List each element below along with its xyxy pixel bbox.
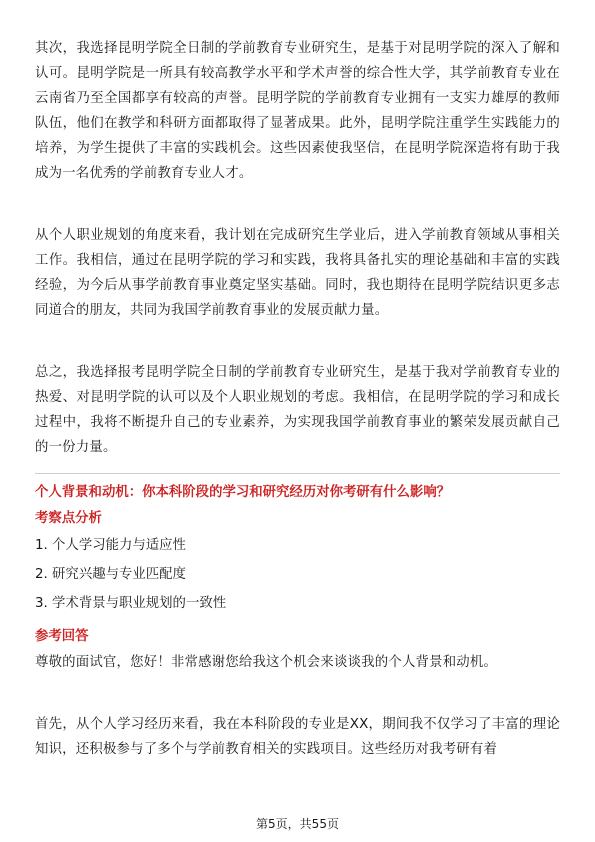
list-item: 2. 研究兴趣与专业匹配度 [35,567,186,582]
body-paragraph: 从个人职业规划的角度来看，我计划在完成研究生学业后，进入学前教育领域从事相关工作。我相信，通过在昆明学院的学习和实践，我将具备扎实的理论基础和丰富的实践经验，为今后从事学前教育事业奠定坚实基础。同时，我也期待在昆明学院结识更多志同道合的朋友，共同为我国学前教育事业的发展贡献力量。 [35,228,560,318]
list-item: 1. 个人学习能力与适应性 [35,538,186,553]
answer-paragraph: 尊敬的面试官，您好！非常感谢您给我这个机会来谈谈我的个人背景和动机。 [35,655,498,670]
question-title: 个人背景和动机：你本科阶段的学习和研究经历对你考研有什么影响？ [35,485,451,500]
body-paragraph: 其次，我选择昆明学院全日制的学前教育专业研究生，是基于对昆明学院的深入了解和认可。昆明学院是一所具有较高教学水平和学术声誉的综合性大学，其学前教育专业在云南省乃至全国都享有较高的声誉。昆明学院的学前教育专业拥有一支实力雄厚的教师队伍，他们在教学和科研方面都取得了显著成果。此外，昆明学院注重学生实践能力的培养，为学生提供了丰富的实践机会。这些因素使我坚信，在昆明学院深造将有助于我成为一名优秀的学前教育专业人才。 [35,41,560,181]
answer-paragraph: 首先，从个人学习经历来看，我在本科阶段的专业是XX，期间我不仅学习了丰富的理论知识，还积极参与了多个与学前教育相关的实践项目。这些经历对我考研有着 [35,717,560,757]
answer-heading: 参考回答 [35,629,89,644]
analysis-points-list [35,536,560,614]
list-item: 3. 学术背景与职业规划的一致性 [35,596,227,611]
page-number: 第5页，共55页 [256,817,339,831]
body-paragraph: 总之，我选择报考昆明学院全日制的学前教育专业研究生，是基于我对学前教育专业的热爱、对昆明学院的认可以及个人职业规划的考虑。我相信，在昆明学院的学习和成长过程中，我将不断提升自己的专业素养，为实现我国学前教育事业的繁荣发展贡献自己的一份力量。 [35,365,560,455]
section-divider [35,473,560,474]
analysis-heading: 考察点分析 [35,511,102,526]
document-body [35,36,560,762]
